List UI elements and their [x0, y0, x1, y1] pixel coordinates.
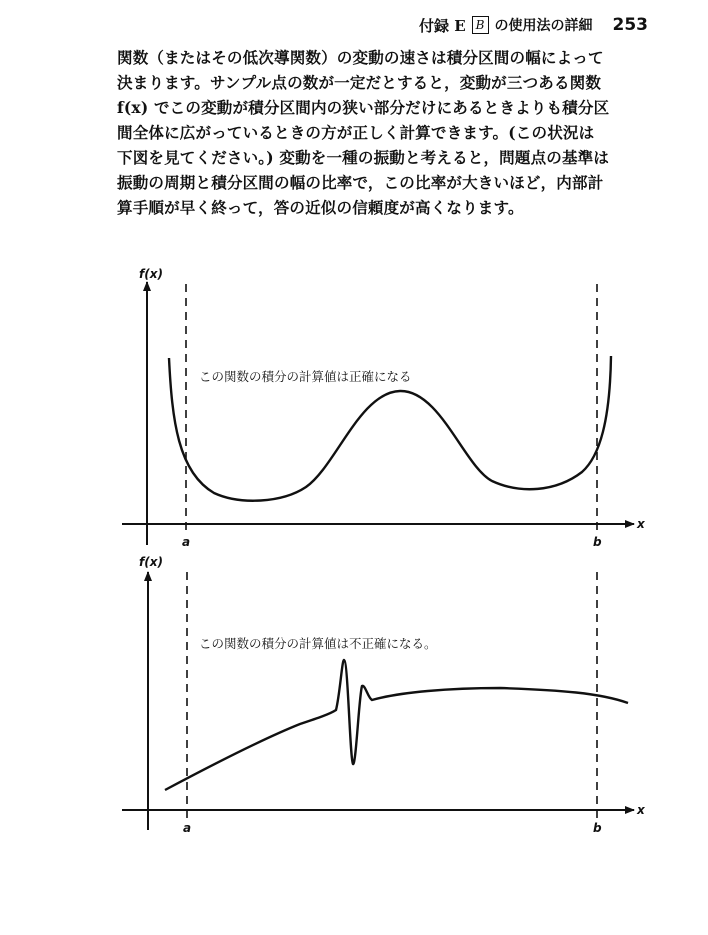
body-line: 間全体に広がっているときの方が正しく計算できます。(この状況は: [117, 123, 595, 142]
bottom-x-axis-label: x: [637, 803, 645, 817]
bottom-annotation: この関数の積分の計算値は不正確になる。: [199, 636, 437, 651]
top-a-label: a: [182, 535, 191, 549]
appendix-label: 付録 E: [419, 16, 466, 35]
body-line: f(x) でこの変動が積分区間内の狭い部分だけにあるときよりも積分区: [117, 98, 610, 117]
bottom-b-label: b: [593, 821, 602, 835]
page-number: 253: [612, 15, 648, 35]
top-annotation: この関数の積分の計算値は正確になる: [199, 369, 412, 384]
bottom-y-axis-label: f(x): [139, 555, 163, 569]
body-line: 決まります。サンプル点の数が一定だとすると，変動が三つある関数: [117, 73, 602, 92]
body-line: 関数（またはその低次導関数）の変動の速さは積分区間の幅によって: [117, 48, 604, 67]
top-y-axis-label: f(x): [139, 267, 163, 281]
body-line: 振動の周期と積分区間の幅の比率で，この比率が大きいほど，内部計: [117, 173, 604, 192]
top-x-axis-label: x: [637, 517, 645, 531]
top-panel: [122, 267, 646, 549]
bottom-panel: [122, 555, 646, 835]
section-title: の使用法の詳細: [494, 18, 593, 34]
body-line: 下図を見てください。) 変動を一種の振動と考えると，問題点の基準は: [117, 148, 610, 167]
body-line: 算手順が早く終って，答の近似の信頼度が高くなります。: [117, 198, 524, 217]
bottom-a-label: a: [183, 821, 192, 835]
bottom-spiky-curve: [165, 660, 628, 790]
top-b-label: b: [593, 535, 602, 549]
key-b-icon: B: [472, 16, 489, 34]
